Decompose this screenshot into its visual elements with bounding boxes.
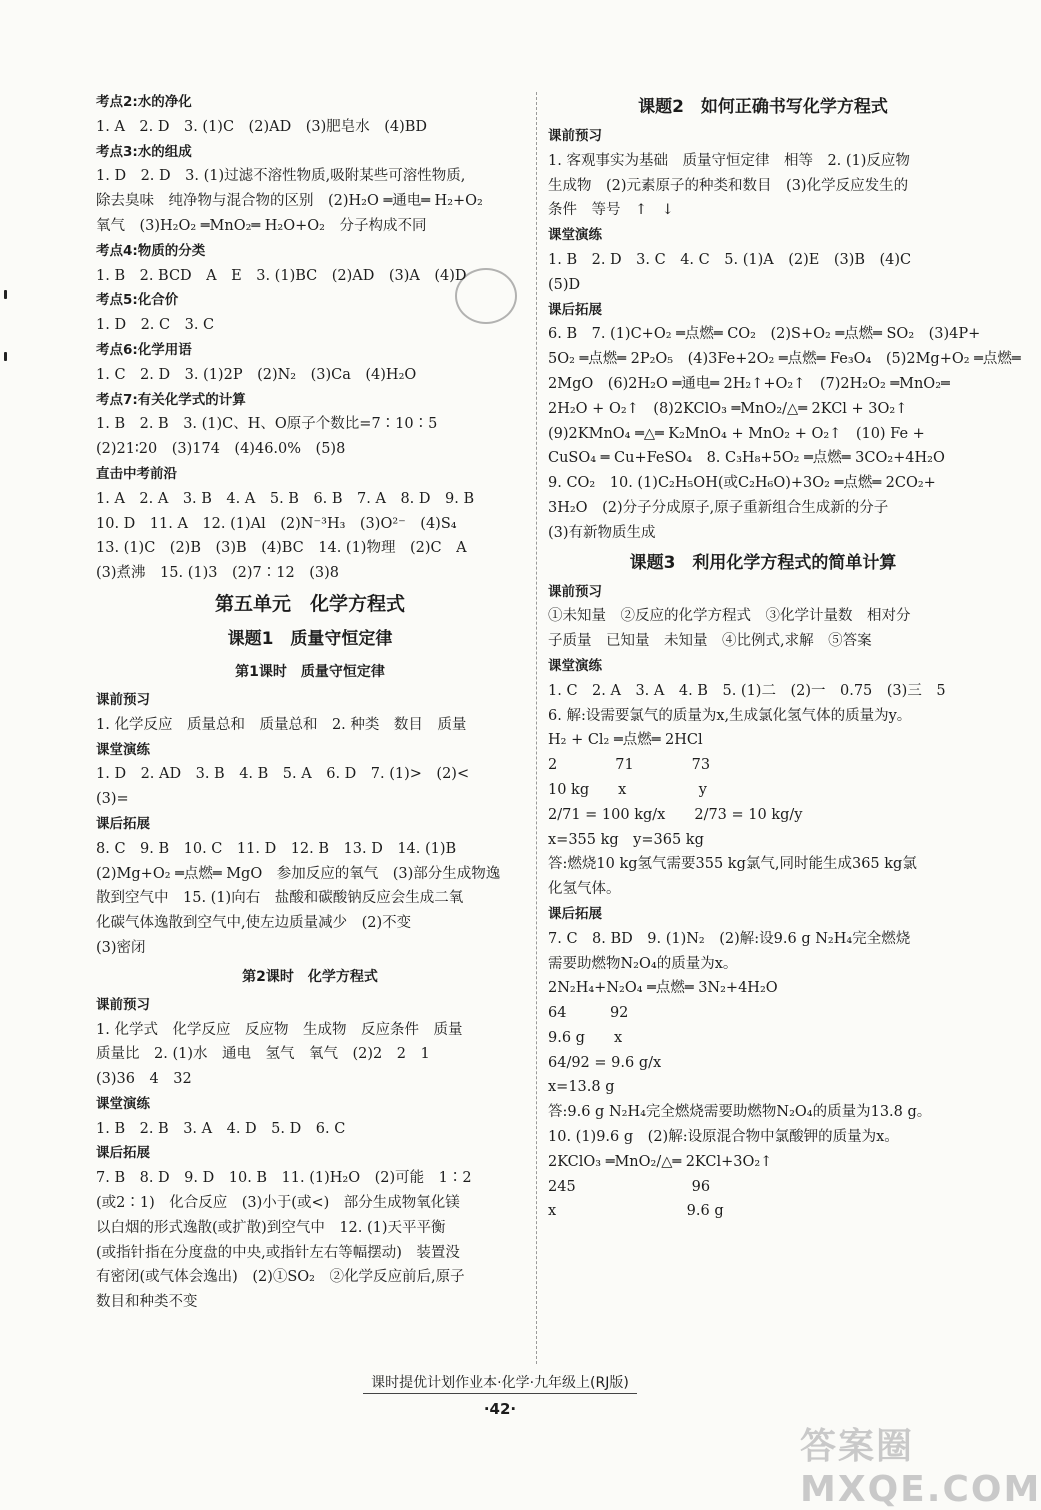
answer-line: 除去臭味 纯净物与混合物的区别 (2)H₂O ═通电═ H₂+O₂ [96, 193, 483, 210]
answer-line: 条件 等号 ↑ ↓ [548, 202, 674, 219]
answer-line: (5)D [548, 276, 581, 293]
answer-line: (3)密闭 [96, 939, 146, 956]
answer-line: x 9.6 g [548, 1203, 724, 1220]
answer-line: 7. C 8. BD 9. (1)N₂ (2)解:设9.6 g N₂H₄完全燃烧 [548, 930, 911, 947]
answer-line: 245 96 [548, 1178, 711, 1195]
watermark: 答案圈 MXQE.COM [800, 1426, 1041, 1510]
answer-line: 1. 客观事实为基础 质量守恒定律 相等 2. (1)反应物 [548, 152, 910, 169]
answer-line: 5O₂ ═点燃═ 2P₂O₅ (4)3Fe+2O₂ ═点燃═ Fe₃O₄ (5)2Mg+O₂ ═点燃═ [548, 351, 1021, 368]
section-heading: 课后拓展 [96, 1145, 150, 1162]
answer-line: (或2∶1) 化合反应 (3)小于(或<) 部分生成物氧化镁 [96, 1195, 460, 1212]
page-number: ·42· [483, 1400, 517, 1418]
answer-line: 散到空气中 15. (1)向右 盐酸和碳酸钠反应会生成二氧 [96, 890, 464, 907]
answer-line: CuSO₄ ═ Cu+FeSO₄ 8. C₃H₈+5O₂ ═点燃═ 3CO₂+4H₂O [548, 450, 945, 467]
answer-line: 1. B 2. D 3. C 4. C 5. (1)A (2)E (3)B (4)C [548, 251, 912, 268]
answer-line: 1. B 2. B 3. A 4. D 5. D 6. C [96, 1120, 346, 1137]
answer-line: (3)36 4 32 [96, 1071, 192, 1088]
answer-line: 1. C 2. D 3. (1)2P (2)N₂ (3)Ca (4)H₂O [96, 366, 417, 383]
section-heading: 课后拓展 [96, 815, 150, 832]
answer-line: 2N₂H₄+N₂O₄ ═点燃═ 3N₂+4H₂O [548, 980, 778, 997]
section-heading: 课堂演练 [548, 657, 602, 674]
section-heading: 考点3:水的组成 [96, 143, 192, 160]
answer-line: x=13.8 g [548, 1079, 615, 1096]
answer-line: 1. B 2. BCD A E 3. (1)BC (2)AD (3)A (4)D [96, 267, 467, 284]
answer-line: 2H₂O + O₂↑ (8)2KClO₃ ═MnO₂/△═ 2KCl + 3O₂↑ [548, 400, 908, 417]
lesson-title: 课题3 利用化学方程式的简单计算 [629, 552, 897, 573]
answer-line: 6. 解:设需要氯气的质量为x,生成氯化氢气体的质量为y。 [548, 707, 912, 724]
answer-line: 有密闭(或气体会逸出) (2)①SO₂ ②化学反应前后,原子 [96, 1269, 465, 1286]
answer-line: 8. C 9. B 10. C 11. D 12. B 13. D 14. (1)B [96, 840, 457, 857]
answer-line: 答:燃烧10 kg氢气需要355 kg氯气,同时能生成365 kg氯 [548, 856, 917, 873]
answer-line: 需要助燃物N₂O₄的质量为x。 [548, 955, 738, 972]
answer-line: 1. D 2. C 3. C [96, 317, 215, 334]
section-heading: 课堂演练 [548, 227, 602, 244]
column-divider [536, 92, 537, 1364]
section-heading: 考点7:有关化学式的计算 [96, 391, 246, 408]
answer-line: 10 kg x y [548, 781, 707, 798]
unit-title: 第五单元 化学方程式 [214, 592, 405, 615]
section-heading: 课堂演练 [96, 1095, 150, 1112]
section-heading: 课前预习 [96, 691, 150, 708]
answer-line: 1. A 2. A 3. B 4. A 5. B 6. B 7. A 8. D 9. B [96, 490, 475, 507]
answer-line: 氧气 (3)H₂O₂ ═MnO₂═ H₂O+O₂ 分子构成不同 [96, 217, 427, 234]
answer-line: 64/92 = 9.6 g/x [548, 1054, 662, 1071]
lesson-title: 课题1 质量守恒定律 [227, 628, 393, 649]
period-title: 第1课时 质量守恒定律 [235, 663, 385, 680]
answer-line: (或指针指在分度盘的中央,或指针左右等幅摆动) 装置没 [96, 1244, 460, 1261]
answer-line: 2KClO₃ ═MnO₂/△═ 2KCl+3O₂↑ [548, 1153, 773, 1170]
answer-line: 1. B 2. B 3. (1)C、H、O原子个数比=7∶10∶5 [96, 416, 438, 433]
answer-line: (2)Mg+O₂ ═点燃═ MgO 参加反应的氧气 (3)部分生成物逸 [96, 865, 501, 882]
answer-line: 10. (1)9.6 g (2)解:设原混合物中氯酸钾的质量为x。 [548, 1129, 899, 1146]
answer-line: 7. B 8. D 9. D 10. B 11. (1)H₂O (2)可能 1∶2 [96, 1170, 472, 1187]
answer-line: x=355 kg y=365 kg [548, 831, 704, 848]
footer-text: 课时提优计划作业本·化学·九年级上(RJ版) [363, 1372, 637, 1394]
section-heading: 课后拓展 [548, 301, 602, 318]
section-heading: 考点2:水的净化 [96, 94, 192, 110]
answer-line: 1. D 2. D 3. (1)过滤不溶性物质,吸附某些可溶性物质, [96, 168, 466, 185]
answer-line: H₂ + Cl₂ ═点燃═ 2HCl [548, 732, 703, 749]
answer-line: 1. C 2. A 3. A 4. B 5. (1)二 (2)一 0.75 (3)三 5 [548, 682, 946, 699]
answer-line: 质量比 2. (1)水 通电 氢气 氧气 (2)2 2 1 [96, 1046, 430, 1063]
answer-line: 子质量 已知量 未知量 ④比例式,求解 ⑤答案 [548, 633, 872, 650]
section-heading: 课前预习 [548, 583, 602, 600]
answer-line: 以白烟的形式逸散(或扩散)到空气中 12. (1)天平平衡 [96, 1219, 446, 1236]
answer-line: 9.6 g x [548, 1029, 623, 1046]
section-heading: 考点6:化学用语 [96, 341, 192, 358]
margin-mark [4, 290, 7, 299]
answer-line: 2MgO (6)2H₂O ═通电═ 2H₂↑+O₂↑ (7)2H₂O₂ ═MnO₂═ [548, 375, 950, 392]
answer-line: 化氢气体。 [548, 881, 621, 898]
right-column [548, 90, 1021, 1224]
section-heading: 课前预习 [96, 996, 150, 1013]
period-title: 第2课时 化学方程式 [242, 968, 378, 985]
section-heading: 课后拓展 [548, 905, 602, 922]
answer-line: 9. CO₂ 10. (1)C₂H₅OH(或C₂H₆O)+3O₂ ═点燃═ 2CO₂+ [548, 475, 936, 492]
answer-line: 1. A 2. D 3. (1)C (2)AD (3)肥皂水 (4)BD [96, 118, 428, 135]
answer-line: (9)2KMnO₄ ═△═ K₂MnO₄ + MnO₂ + O₂↑ (10) Fe + [548, 425, 925, 442]
answer-line: (3)有新物质生成 [548, 524, 656, 541]
answer-line: (3)煮沸 15. (1)3 (2)7∶12 (3)8 [96, 565, 339, 582]
answer-line: 1. D 2. AD 3. B 4. B 5. A 6. D 7. (1)> (2)< [96, 766, 470, 783]
section-heading: 直击中考前沿 [96, 465, 177, 482]
answer-line: 生成物 (2)元素原子的种类和数目 (3)化学反应发生的 [548, 177, 909, 194]
answer-line: 答:9.6 g N₂H₄完全燃烧需要助燃物N₂O₄的质量为13.8 g。 [548, 1104, 932, 1121]
answer-line: 化碳气体逸散到空气中,使左边质量减少 (2)不变 [96, 915, 412, 932]
answer-line: 1. 化学反应 质量总和 质量总和 2. 种类 数目 质量 [96, 716, 467, 733]
answer-line: 6. B 7. (1)C+O₂ ═点燃═ CO₂ (2)S+O₂ ═点燃═ SO₂ (3)4P+ [548, 326, 981, 343]
left-column [96, 90, 524, 1315]
margin-mark [4, 352, 7, 361]
answer-line: (2)21∶20 (3)174 (4)46.0% (5)8 [96, 441, 346, 458]
section-heading: 考点5:化合价 [96, 292, 179, 309]
answer-line: 10. D 11. A 12. (1)Al (2)N⁻³H₃ (3)O²⁻ (4)S₄ [96, 515, 457, 532]
answer-line: 1. 化学式 化学反应 反应物 生成物 反应条件 质量 [96, 1021, 463, 1038]
section-heading: 课堂演练 [96, 741, 150, 758]
answer-line: 2/71 = 100 kg/x 2/73 = 10 kg/y [548, 806, 803, 823]
answer-line: 3H₂O (2)分子分成原子,原子重新组合生成新的分子 [548, 499, 889, 516]
lesson-title: 课题2 如何正确书写化学方程式 [638, 97, 888, 117]
answer-line: ①未知量 ②反应的化学方程式 ③化学计量数 相对分 [548, 608, 911, 625]
answer-line: 64 92 [548, 1005, 629, 1022]
section-heading: 课前预习 [548, 128, 602, 144]
answer-line: 数目和种类不变 [96, 1294, 198, 1311]
answer-line: 2 71 73 [548, 757, 711, 774]
answer-line: 13. (1)C (2)B (3)B (4)BC 14. (1)物理 (2)C A [96, 540, 467, 557]
section-heading: 考点4:物质的分类 [96, 242, 206, 259]
answer-line: (3)= [96, 791, 129, 808]
footer [0, 1372, 1000, 1394]
